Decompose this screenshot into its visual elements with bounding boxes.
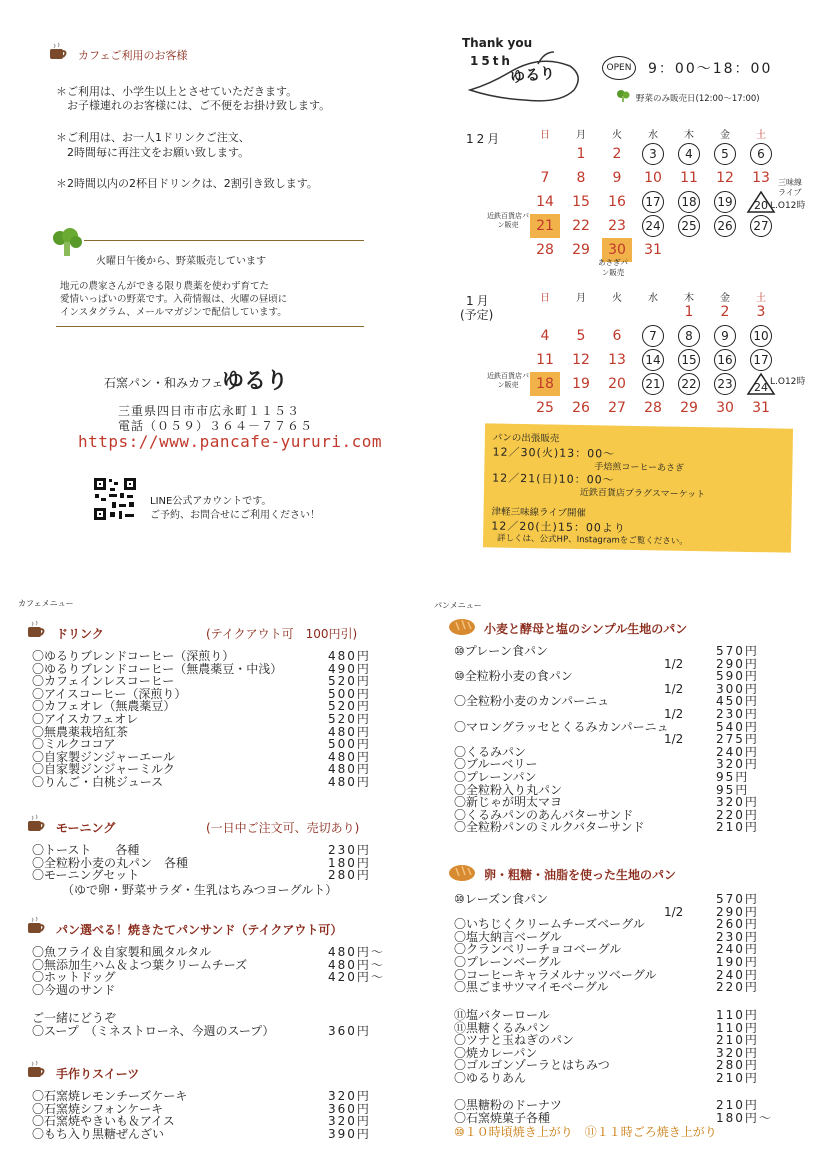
menu-item-name: 〇自家製ジンジャーエール [32,749,175,764]
section-title-sweets: 手作りスイーツ [56,1067,140,1081]
menu-item-price: 230円 [716,929,759,944]
menu-row [454,796,774,809]
event-line: 詳しくは、公式HP、Instagramをご覧ください。 [497,533,688,547]
menu-item-name: 〇魚フライ＆自家製和風タルタル [32,945,212,959]
coffee-cup-icon [26,620,48,640]
shop-url[interactable]: https://www.pancafe-yururi.com [78,432,382,451]
calendar-day: 7 [638,324,668,348]
menu-item-name: 〇今週のサンド [32,982,116,997]
event-line: 手焙煎コーヒーあさぎ [594,462,685,474]
menu-item-price: 210円 [716,1033,759,1048]
bake-time-footer: ⑩１０時頃焼き上がり ⑪１１時ごろ焼き上がり [454,1125,717,1139]
calendar-day: 18 [530,372,560,396]
menu-item-name: 〇無農薬栽培紅茶 [32,724,129,739]
menu-item-price: 360円 [328,1101,371,1116]
coffee-cup-icon [26,814,48,834]
divider [84,240,364,241]
menu-item-price: 220円 [716,980,759,995]
menu-item-name: 〇焼カレーパン [454,1045,538,1060]
menu-item-half: 1/2 [664,904,684,919]
logo-text: ゆるり [509,63,556,87]
menu-item-half: 1/2 [664,732,684,747]
menu-row [454,708,774,721]
calendar-day: 12 [716,170,734,186]
menu-item-price: 520円 [328,674,371,689]
menu-item-name: 〇全粒粉小麦の丸パン 各種 [32,855,189,870]
event-line: パンの出張販売 [492,432,560,445]
sweets-list [32,1090,382,1140]
calendar-day: 30 [716,400,734,416]
menu-row [32,738,382,751]
menu-item-name: 〇アイスコーヒー（深煎り） [32,686,187,701]
menu-item-name: 〇カフェインレスコーヒー [32,674,175,689]
month-label-dec: 12月 [466,132,503,146]
menu-row [454,1009,774,1022]
menu-item-price: 480円～ [328,945,385,959]
menu-item-name: 〇モーニングセット [32,868,140,883]
section-note-drinks: (テイクアウト可 100円引) [206,627,358,641]
menu-item-name: 〇石窯焼やきいも＆アイス [32,1114,175,1129]
calendar-day: 21 [638,372,668,396]
menu-row [32,713,382,726]
calendar-day: 10 [746,324,776,348]
cafe-menu-tag: カフェメニュー [18,599,74,608]
section-title-drinks: ドリンク [56,627,104,641]
event-line: 12／30(火)13：00～ [492,445,616,461]
menu-item-price: 570円 [716,644,759,658]
menu-item-price: 230円 [716,706,759,721]
calendar-day: 19 [572,376,590,392]
menu-item-price: 520円 [328,699,371,714]
menu-item-price: 480円 [328,649,371,663]
menu-item-name: 〇自家製ジンジャーミルク [32,762,175,777]
bread-icon [448,616,476,636]
event-line: 12／21(日)10：00～ [492,471,615,487]
calendar-day: 26 [572,400,590,416]
menu-item-price: 190円 [716,954,759,969]
menu-item-name: 〇カフェオレ（無農薬豆） [32,699,176,714]
calendar-day: 7 [540,170,550,186]
calendar-day: 9 [710,324,740,348]
calendar-day: 8 [674,324,704,348]
menu-item-price: 480円 [328,749,371,764]
section-note-morning: (一日中ご注文可、売切あり) [206,821,360,835]
calendar-day: 26 [710,214,740,238]
menu-row [32,776,382,789]
coffee-cup-icon [48,42,70,62]
veg-heading: 火曜日午後から、野菜販売しています [96,256,266,267]
calendar-day: 15 [572,194,590,210]
calendar-day: 13 [752,170,770,186]
calendar-day: 30 [602,238,632,262]
qr-code-icon[interactable] [92,476,138,522]
weekday: 木 [684,130,694,141]
calendar-grid-jan [530,300,790,420]
menu-row [454,1099,774,1112]
calendar-day: 4 [674,142,704,166]
calendar-day: 20 [608,376,626,392]
menu-item-name: 〇ゆるりあん [454,1070,527,1085]
calendar-day: 1 [576,146,586,162]
weekday: 月 [576,293,586,304]
calendar-day: 14 [536,194,554,210]
veg-line: インスタグラム、メールマガジンで配信しています。 [60,307,287,318]
calendar-day: 25 [674,214,704,238]
menu-item-name: ⑪黒糖くるみパン [454,1020,551,1035]
events-note [483,423,793,552]
menu-item-price: 280円 [716,1058,759,1073]
menu-item-name: 〇ホットドッグ [32,970,116,985]
menu-row [454,821,774,834]
month-label-jan: 1月 [466,294,492,308]
menu-row [454,645,774,658]
menu-row [454,1034,774,1047]
menu-item-name: ⑩プレーン食パン [454,644,549,658]
live-lo-note: L.O12時 [770,201,806,211]
menu-item-price: 210円 [716,1098,759,1112]
menu-item-name: 〇プレーンパン [454,769,537,784]
menu-row [454,670,774,683]
section-title-rich: 卵・粗糖・油脂を使った生地のパン [484,868,677,882]
menu-row [32,869,382,882]
calendar-day: 22 [674,372,704,396]
menu-item-name: 〇もち入り黒糖ぜんざい [32,1126,165,1141]
calendar-day: 14 [638,348,668,372]
shop-name: ゆるり [222,369,289,394]
calendar-day: 28 [536,242,554,258]
section-title-sand: パン選べる！焼きたてパンサンド（テイクアウト可） [56,923,343,937]
calendar-day: 24 [638,214,668,238]
menu-item-name: 〇石窯焼菓子各種 [454,1110,551,1125]
soup-name: 〇スープ （ミネストローネ、今週のスープ） [32,1024,275,1038]
menu-item-name: 〇黒ごまサツマイモベーグル [454,980,609,995]
calendar-day: 23 [608,218,626,234]
weekday-header [530,126,790,142]
calendar-day: 2 [720,304,730,320]
bread-menu-tag: パンメニュー [434,601,482,610]
soup-price: 360円 [328,1024,371,1038]
calendar-day: 3 [638,142,668,166]
menu-item-price: 520円 [328,711,371,726]
calendar-day: 5 [710,142,740,166]
live-note: 三味線ライブ [778,178,802,197]
menu-item-price: 240円 [716,744,759,759]
notice-line: お子様連れのお客様には、ご不便をお掛け致します。 [56,99,331,112]
anniversary-text: 15th [470,54,513,68]
morning-list [32,844,382,882]
menu-item-price: 420円～ [328,970,385,985]
calendar-day: 11 [680,170,698,186]
weekday: 月 [576,130,586,141]
menu-item-price: 320円 [328,1114,371,1129]
menu-item-price: 110円 [716,1008,759,1022]
weekday: 日 [540,293,550,304]
menu-item-name: 〇いちじくクリームチーズベーグル [454,917,645,932]
menu-item-price: 390円 [328,1126,371,1141]
calendar-day: 1 [684,304,694,320]
menu-item-name: 〇ツナと玉ねぎのパン [454,1033,575,1048]
menu-item-price: 480円～ [328,957,385,972]
menu-item-price: 320円 [716,795,759,810]
event-line: 津軽三味線ライブ開催 [491,506,587,520]
menu-item-price: 180円 [328,855,371,870]
menu-item-price: 110円 [716,1020,759,1035]
menu-item-half: 1/2 [664,681,684,696]
menu-item-half: 1/2 [664,706,684,721]
menu-item-name: ⑩レーズン食パン [454,892,549,906]
calendar-day: 25 [536,400,554,416]
menu-row [32,1128,382,1141]
notice-heading: カフェご利用のお客様 [78,49,188,62]
section-title-morning: モーニング [56,821,116,835]
menu-item-price: 480円 [328,724,371,739]
menu-item-price: 480円 [328,762,371,777]
calendar-day: 22 [572,218,590,234]
menu-item-price: 570円 [716,892,759,906]
menu-item-name: 〇全粒粉パンのミルクバターサンド [454,820,645,835]
open-badge: OPEN [602,56,636,80]
weekday: 火 [612,130,622,141]
sand-list [32,946,392,996]
menu-item-name: 〇くるみパンのあんバターサンド [454,807,634,822]
calendar-day: 6 [612,328,622,344]
menu-item-price: 490円 [328,661,371,676]
menu-item-name: 〇プレーンベーグル [454,954,561,969]
menu-item-name: 〇トースト 各種 [32,843,140,857]
store-note-dec: 近鉄百貨店パン販売 [487,212,529,229]
weekday: 金 [720,130,730,141]
menu-item-name: 〇ブルーベリー [454,757,538,772]
calendar-day: 9 [612,170,622,186]
menu-item-name: 〇無添加生ハム＆よつ葉クリームチーズ [32,957,248,972]
menu-item-price: 300円 [716,681,759,696]
menu-item-name: 〇クランベリーチョコベーグル [454,942,622,957]
calendar-day: 12 [572,352,590,368]
menu-item-name: 〇石窯焼シフォンケーキ [32,1101,164,1116]
calendar-day: 5 [576,328,586,344]
calendar-day: 29 [680,400,698,416]
weekday: 土 [756,130,766,141]
menu-row [454,1112,774,1125]
drink-list [32,650,382,789]
notice-line: ＊ご利用は、お一人1ドリンクご注文、 [56,131,250,144]
weekday: 日 [540,130,550,141]
menu-item-name: 〇塩大納言ベーグル [454,929,562,944]
weekday: 土 [756,293,766,304]
menu-item-price: 275円 [716,732,759,747]
notice-line: ＊2時間以内の2杯目ドリンクは、2割引き致します。 [56,177,318,190]
weekday: 水 [648,293,658,304]
menu-item-name: 〇くるみパン [454,744,527,759]
notice-line: ＊ご利用は、小学生以上とさせていただきます。 [56,85,298,98]
menu-item-price: 590円 [716,669,759,684]
hours-text: 9：00～18：00 [648,61,773,77]
shop-tel: 電話（０５９）３６４－７７６５ [118,419,314,433]
menu-row [454,981,774,994]
calendar-day: 18 [674,190,704,214]
line-text: ご予約、お問合せにご利用ください！ [150,510,320,521]
menu-item-price: 210円 [716,820,759,835]
rich-bread-list [454,1009,774,1085]
calendar-day: 11 [536,352,554,368]
calendar-day: 17 [746,348,776,372]
calendar-day: 27 [746,214,776,238]
menu-item-name: ⑩全粒粉小麦の食パン [454,669,573,684]
menu-row [454,733,774,746]
menu-item-price: 500円 [328,737,371,752]
menu-item-price: 95円 [716,782,750,797]
menu-item-name: 〇ゆるりブレンドコーヒー（無農薬豆・中浅） [32,661,283,676]
calendar-day: 16 [608,194,626,210]
menu-item-price: 540円 [716,719,759,734]
broccoli-icon [616,90,630,102]
calendar-day: 31 [752,400,770,416]
divider [56,326,364,327]
menu-row [32,984,392,997]
calendar-day: 6 [746,142,776,166]
menu-item-name: 〇石窯焼レモンチーズケーキ [32,1089,188,1103]
calendar-day: 4 [540,328,550,344]
weekday: 金 [720,293,730,304]
menu-item-price: 180円～ [716,1110,773,1125]
calendar-day: 8 [576,170,586,186]
asagi-note: あさぎパン販売 [598,258,628,277]
menu-row [32,844,382,857]
menu-item-name: 〇全粒粉入り丸パン [454,782,563,797]
calendar-day: 23 [710,372,740,396]
line-text: LINE公式アカウントです。 [150,496,272,507]
thank-you-text: Thank you [462,36,533,50]
menu-item-price: 240円 [716,942,759,957]
shop-address: 三重県四日市市広永町１１５３ [118,404,301,418]
menu-item-price: 260円 [716,917,759,932]
menu-item-price: 320円 [716,1045,759,1060]
calendar-day: 15 [674,348,704,372]
svg-text:20: 20 [754,199,768,212]
menu-item-name: 〇りんご・白桃ジュース [32,774,164,789]
broccoli-icon [50,228,84,258]
jan-lo-note: L.O12時 [770,377,806,387]
calendar-day: 16 [710,348,740,372]
menu-item-price: 220円 [716,807,759,822]
calendar-grid-dec [530,142,790,262]
calendar-day: 13 [608,352,626,368]
event-line: 12／20(土)15：00より [491,519,626,535]
store-note-jan: 近鉄百貨店パン販売 [487,372,529,389]
weekday: 水 [648,130,658,141]
menu-item-price: 280円 [328,868,371,883]
menu-item-price: 500円 [328,686,371,701]
calendar-day: 2 [612,146,622,162]
sand-with: ご一緒にどうぞ [32,1011,117,1025]
calendar-day: 31 [644,242,662,258]
notice-line: 2時間毎に再注文をお願い致します。 [56,146,250,159]
svg-text:24: 24 [754,381,768,394]
calendar-day: 29 [572,242,590,258]
calendar-day: 3 [756,304,766,320]
menu-item-price: 320円 [328,1089,371,1103]
shop-subtitle: 石窯パン・和みカフェ [104,376,224,390]
menu-row [454,918,774,931]
veg-only-text: 野菜のみ販売日(12:00～17:00) [636,94,760,104]
menu-row [32,675,382,688]
menu-row [32,650,382,663]
menu-item-name: ⑪塩バターロール [454,1008,550,1022]
menu-item-name: 〇ゆるりブレンドコーヒー（深煎り） [32,649,235,663]
menu-item-name: 〇アイスカフェオレ [32,711,139,726]
menu-item-price: 480円 [328,774,371,789]
menu-item-name: 〇マロングラッセとくるみカンパーニュ [454,719,669,734]
menu-item-half: 1/2 [664,656,684,671]
weekday: 火 [612,293,622,304]
calendar-day: 27 [608,400,626,416]
menu-row [454,1072,774,1085]
rich-bread-list [454,1099,774,1124]
menu-item-price: 290円 [716,904,759,919]
menu-item-price: 240円 [716,967,759,982]
menu-item-name: 〇ゴルゴンゾーラとはちみつ [454,1058,610,1073]
coffee-cup-icon [26,1060,48,1080]
month-sublabel-jan: (予定) [460,308,494,322]
menu-row [32,971,392,984]
menu-item-price: 230円 [328,843,371,857]
calendar-day: 28 [644,400,662,416]
menu-row [454,956,774,969]
menu-item-name: 〇全粒粉小麦のカンパーニュ [454,694,610,709]
menu-item-price: 95円 [716,769,750,784]
veg-line: 愛情いっぱいの野菜です。入荷情報は、火曜の昼頃に [60,294,288,305]
menu-item-name: 〇黒糖粉のドーナツ [454,1098,562,1112]
weekday: 木 [684,293,694,304]
calendar-day: 17 [638,190,668,214]
veg-line: 地元の農家さんができる限り農薬を使わず育てた [60,281,270,292]
calendar-day: 10 [644,170,662,186]
menu-row [454,771,774,784]
menu-item-price: 320円 [716,757,759,772]
bread-icon [448,862,476,882]
menu-row [32,1090,382,1103]
menu-item-price: 450円 [716,694,759,709]
calendar-day: 19 [710,190,740,214]
event-line: 近鉄百貨店プラグスマーケット [579,487,706,501]
menu-item-name: 〇コーヒーキャラメルナッツベーグル [454,967,657,982]
menu-item-price: 290円 [716,656,759,671]
simple-bread-list [454,645,774,834]
menu-item-name: 〇新じゃが明太マヨ [454,795,563,810]
section-title-simple: 小麦と酵母と塩のシンプル生地のパン [484,622,688,636]
menu-item-name: 〇ミルクココア [32,737,116,752]
calendar-day: 21 [530,214,560,238]
menu-item-price: 210円 [716,1070,759,1085]
menu-row [32,1115,382,1128]
menu-row [32,946,392,959]
morning-sub: （ゆで卵・野菜サラダ・生乳はちみつヨーグルト） [62,883,338,897]
rich-bread-list [454,893,774,994]
menu-row [454,893,774,906]
coffee-cup-icon [26,916,48,936]
